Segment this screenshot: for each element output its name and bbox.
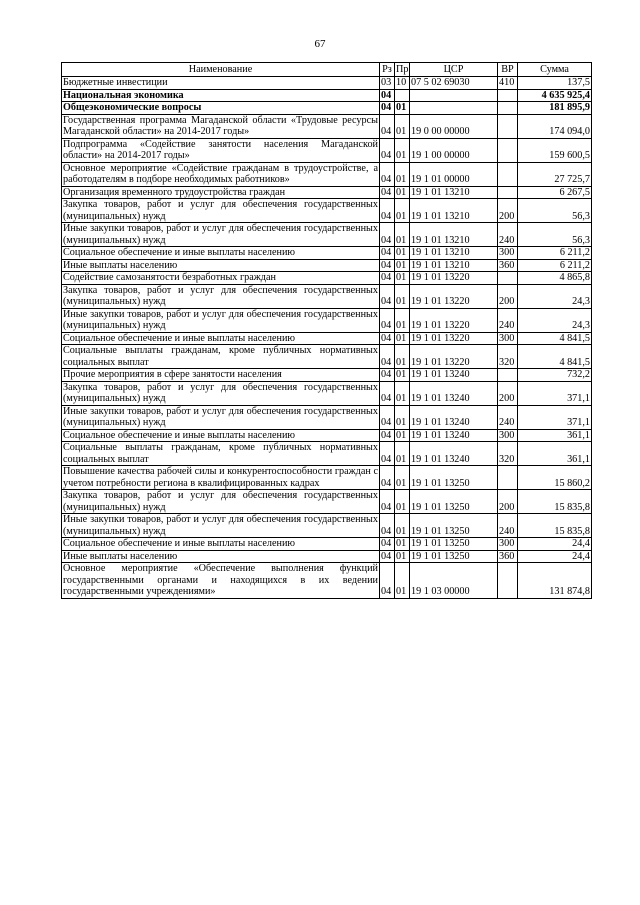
cell-name: Национальная экономика	[62, 89, 380, 102]
cell-rz: 04	[380, 538, 395, 551]
table-row	[62, 223, 592, 247]
table-header	[62, 63, 592, 77]
cell-pr: 01	[395, 538, 410, 551]
cell-name: Социальные выплаты гражданам, кроме публичных нормативных социальных выплат	[63, 345, 378, 368]
cell-rz: 04	[380, 247, 395, 260]
cell-csr: 19 1 01 13250	[410, 550, 498, 563]
cell-vr: 240	[498, 308, 518, 332]
cell-name: Закупка товаров, работ и услуг для обеспечения государственных (муниципальных) нужд	[63, 284, 378, 307]
cell-vr: 320	[498, 345, 518, 369]
cell-name: Содействие самозанятости безработных граждан	[62, 272, 380, 285]
header-name: Наименование	[62, 63, 380, 77]
cell-sum: 4 635 925,4	[518, 89, 592, 102]
cell-csr: 19 1 01 13210	[410, 199, 498, 223]
cell-pr: 01	[395, 381, 410, 405]
cell-name: Социальное обеспечение и иные выплаты населению	[62, 332, 380, 345]
cell-name: Прочие мероприятия в сфере занятости населения	[62, 369, 380, 382]
cell-name: Иные выплаты населению	[62, 550, 380, 563]
cell-vr: 300	[498, 538, 518, 551]
table-row	[62, 114, 592, 138]
cell-sum: 361,1	[518, 429, 592, 442]
header-row	[62, 63, 592, 77]
cell-rz: 04	[380, 162, 395, 186]
cell-vr	[498, 102, 518, 115]
cell-vr: 240	[498, 514, 518, 538]
cell-rz: 04	[380, 429, 395, 442]
cell-name: Общеэкономические вопросы	[62, 102, 380, 115]
cell-vr	[498, 466, 518, 490]
cell-pr: 01	[395, 514, 410, 538]
table-row	[62, 138, 592, 162]
table-row	[62, 89, 592, 102]
cell-name: Социальное обеспечение и иные выплаты населению	[62, 538, 380, 551]
cell-vr: 200	[498, 284, 518, 308]
cell-csr: 19 1 01 13240	[410, 369, 498, 382]
cell-pr: 01	[395, 102, 410, 115]
cell-name: Закупка товаров, работ и услуг для обеспечения государственных (муниципальных) нужд	[63, 381, 378, 404]
cell-csr: 19 1 01 13210	[410, 247, 498, 260]
table-row	[62, 102, 592, 115]
cell-pr: 01	[395, 138, 410, 162]
cell-pr: 01	[395, 272, 410, 285]
cell-name: Иные закупки товаров, работ и услуг для обеспечения государственных (муниципальных) нужд	[63, 514, 378, 537]
cell-sum: 181 895,9	[518, 102, 592, 115]
cell-vr: 300	[498, 332, 518, 345]
budget-table	[61, 62, 592, 599]
table-body	[62, 77, 592, 599]
cell-rz: 04	[380, 272, 395, 285]
header-sum: Сумма	[518, 63, 592, 77]
cell-csr: 19 1 01 13250	[410, 538, 498, 551]
table-row	[62, 429, 592, 442]
cell-name: Закупка товаров, работ и услуг для обеспечения государственных (муниципальных) нужд	[63, 490, 378, 513]
cell-vr: 240	[498, 405, 518, 429]
table-row	[62, 538, 592, 551]
cell-sum: 6 211,2	[518, 247, 592, 260]
page-number: 67	[314, 38, 326, 50]
cell-rz: 04	[380, 308, 395, 332]
cell-csr	[410, 102, 498, 115]
cell-rz: 04	[380, 345, 395, 369]
cell-sum: 174 094,0	[518, 114, 592, 138]
table-row	[62, 466, 592, 490]
cell-rz: 04	[380, 466, 395, 490]
cell-pr: 01	[395, 114, 410, 138]
cell-vr	[498, 114, 518, 138]
cell-name: Подпрограмма «Содействие занятости населения Магаданской области» на 2014-2017 годы»	[63, 138, 378, 161]
cell-vr: 240	[498, 223, 518, 247]
cell-pr: 01	[395, 308, 410, 332]
cell-pr: 01	[395, 223, 410, 247]
cell-sum: 4 865,8	[518, 272, 592, 285]
cell-sum: 56,3	[518, 223, 592, 247]
table-row	[62, 77, 592, 90]
cell-pr: 01	[395, 186, 410, 199]
header-csr: ЦСР	[410, 63, 498, 77]
table-row	[62, 186, 592, 199]
table-row	[62, 442, 592, 466]
cell-csr: 19 1 01 13250	[410, 466, 498, 490]
cell-vr	[498, 186, 518, 199]
cell-csr: 19 1 03 00000	[410, 563, 498, 599]
cell-name: Бюджетные инвестиции	[62, 77, 380, 90]
table-row	[62, 308, 592, 332]
cell-rz: 03	[380, 77, 395, 90]
table-row	[62, 381, 592, 405]
cell-name: Повышение качества рабочей силы и конкурентоспособности граждан с учетом потребности региона в квалифицированных кадрах	[63, 466, 378, 489]
cell-vr: 410	[498, 77, 518, 90]
cell-name: Социальное обеспечение и иные выплаты населению	[62, 247, 380, 260]
cell-rz: 04	[380, 514, 395, 538]
cell-csr: 19 1 01 13220	[410, 272, 498, 285]
cell-sum: 6 211,2	[518, 259, 592, 272]
cell-pr: 01	[395, 247, 410, 260]
cell-sum: 131 874,8	[518, 563, 592, 599]
cell-csr: 07 5 02 69030	[410, 77, 498, 90]
table-row	[62, 405, 592, 429]
cell-rz: 04	[380, 332, 395, 345]
cell-sum: 15 835,8	[518, 514, 592, 538]
cell-vr: 200	[498, 381, 518, 405]
table-row	[62, 514, 592, 538]
cell-pr: 01	[395, 284, 410, 308]
cell-sum: 24,3	[518, 308, 592, 332]
cell-pr: 01	[395, 345, 410, 369]
cell-vr	[498, 369, 518, 382]
cell-pr: 01	[395, 563, 410, 599]
cell-rz: 04	[380, 284, 395, 308]
cell-name: Иные выплаты населению	[62, 259, 380, 272]
cell-pr: 01	[395, 429, 410, 442]
cell-rz: 04	[380, 490, 395, 514]
cell-pr: 01	[395, 259, 410, 272]
cell-csr: 19 0 00 00000	[410, 114, 498, 138]
cell-name: Основное мероприятие «Обеспечение выполнения функций государственными органами и находящихся в их ведении государственными учреждениями»	[63, 563, 378, 597]
cell-rz: 04	[380, 114, 395, 138]
cell-csr	[410, 89, 498, 102]
cell-csr: 19 1 01 13210	[410, 223, 498, 247]
cell-vr: 200	[498, 490, 518, 514]
cell-vr: 300	[498, 429, 518, 442]
header-rz: Рз	[380, 63, 395, 77]
cell-vr: 320	[498, 442, 518, 466]
cell-pr: 10	[395, 77, 410, 90]
cell-csr: 19 1 01 13240	[410, 381, 498, 405]
cell-sum: 4 841,5	[518, 345, 592, 369]
cell-pr: 01	[395, 199, 410, 223]
cell-vr: 200	[498, 199, 518, 223]
cell-rz: 04	[380, 381, 395, 405]
cell-pr: 01	[395, 550, 410, 563]
cell-pr: 01	[395, 162, 410, 186]
cell-csr: 19 1 01 00000	[410, 162, 498, 186]
cell-vr	[498, 138, 518, 162]
cell-rz: 04	[380, 405, 395, 429]
cell-csr: 19 1 01 13240	[410, 429, 498, 442]
cell-sum: 24,3	[518, 284, 592, 308]
table-row	[62, 162, 592, 186]
cell-rz: 04	[380, 369, 395, 382]
cell-pr: 01	[395, 442, 410, 466]
table-row	[62, 199, 592, 223]
cell-vr: 360	[498, 550, 518, 563]
cell-pr: 01	[395, 369, 410, 382]
cell-rz: 04	[380, 259, 395, 272]
table-row	[62, 247, 592, 260]
cell-vr	[498, 563, 518, 599]
cell-csr: 19 1 01 13220	[410, 284, 498, 308]
cell-sum: 371,1	[518, 381, 592, 405]
cell-rz: 04	[380, 550, 395, 563]
cell-csr: 19 1 01 13220	[410, 345, 498, 369]
cell-csr: 19 1 00 00000	[410, 138, 498, 162]
cell-name: Иные закупки товаров, работ и услуг для обеспечения государственных (муниципальных) нужд	[63, 405, 378, 428]
cell-sum: 56,3	[518, 199, 592, 223]
cell-sum: 361,1	[518, 442, 592, 466]
cell-sum: 15 860,2	[518, 466, 592, 490]
table-row	[62, 272, 592, 285]
cell-rz: 04	[380, 442, 395, 466]
cell-csr: 19 1 01 13240	[410, 405, 498, 429]
cell-name: Основное мероприятие «Содействие гражданам в трудоустройстве, а работодателям в подборе необходимых работников»	[63, 162, 378, 185]
header-pr: Пр	[396, 63, 409, 75]
table-row	[62, 369, 592, 382]
cell-rz: 04	[380, 199, 395, 223]
cell-name: Организация временного трудоустройства граждан	[62, 186, 380, 199]
cell-pr	[395, 89, 410, 102]
cell-name: Государственная программа Магаданской области «Трудовые ресурсы Магаданской области» на 2014-2017 годы»	[63, 114, 378, 137]
cell-sum: 24,4	[518, 550, 592, 563]
cell-pr: 01	[395, 466, 410, 490]
cell-rz: 04	[380, 102, 395, 115]
cell-sum: 371,1	[518, 405, 592, 429]
cell-sum: 15 835,8	[518, 490, 592, 514]
cell-csr: 19 1 01 13250	[410, 514, 498, 538]
table-row	[62, 563, 592, 599]
cell-vr	[498, 272, 518, 285]
cell-rz: 04	[380, 138, 395, 162]
cell-sum: 137,5	[518, 77, 592, 90]
table-row	[62, 284, 592, 308]
table-row	[62, 259, 592, 272]
cell-pr: 01	[395, 405, 410, 429]
cell-vr: 360	[498, 259, 518, 272]
cell-sum: 732,2	[518, 369, 592, 382]
cell-sum: 24,4	[518, 538, 592, 551]
cell-name: Иные закупки товаров, работ и услуг для обеспечения государственных (муниципальных) нужд	[63, 308, 378, 331]
cell-sum: 6 267,5	[518, 186, 592, 199]
cell-csr: 19 1 01 13210	[410, 259, 498, 272]
cell-rz: 04	[380, 89, 395, 102]
cell-vr: 300	[498, 247, 518, 260]
table-row	[62, 332, 592, 345]
table-row	[62, 490, 592, 514]
table-row	[62, 550, 592, 563]
cell-pr: 01	[395, 490, 410, 514]
cell-vr	[498, 89, 518, 102]
header-vr: ВР	[498, 63, 518, 77]
cell-pr: 01	[395, 332, 410, 345]
cell-name: Иные закупки товаров, работ и услуг для обеспечения государственных (муниципальных) нужд	[63, 223, 378, 246]
cell-csr: 19 1 01 13220	[410, 332, 498, 345]
cell-sum: 27 725,7	[518, 162, 592, 186]
cell-name: Социальные выплаты гражданам, кроме публичных нормативных социальных выплат	[63, 442, 378, 465]
cell-name: Социальное обеспечение и иные выплаты населению	[62, 429, 380, 442]
cell-rz: 04	[380, 563, 395, 599]
cell-rz: 04	[380, 186, 395, 199]
cell-csr: 19 1 01 13210	[410, 186, 498, 199]
cell-rz: 04	[380, 223, 395, 247]
cell-sum: 159 600,5	[518, 138, 592, 162]
cell-sum: 4 841,5	[518, 332, 592, 345]
table-row	[62, 345, 592, 369]
cell-name: Закупка товаров, работ и услуг для обеспечения государственных (муниципальных) нужд	[63, 199, 378, 222]
cell-vr	[498, 162, 518, 186]
cell-csr: 19 1 01 13240	[410, 442, 498, 466]
cell-csr: 19 1 01 13250	[410, 490, 498, 514]
cell-csr: 19 1 01 13220	[410, 308, 498, 332]
